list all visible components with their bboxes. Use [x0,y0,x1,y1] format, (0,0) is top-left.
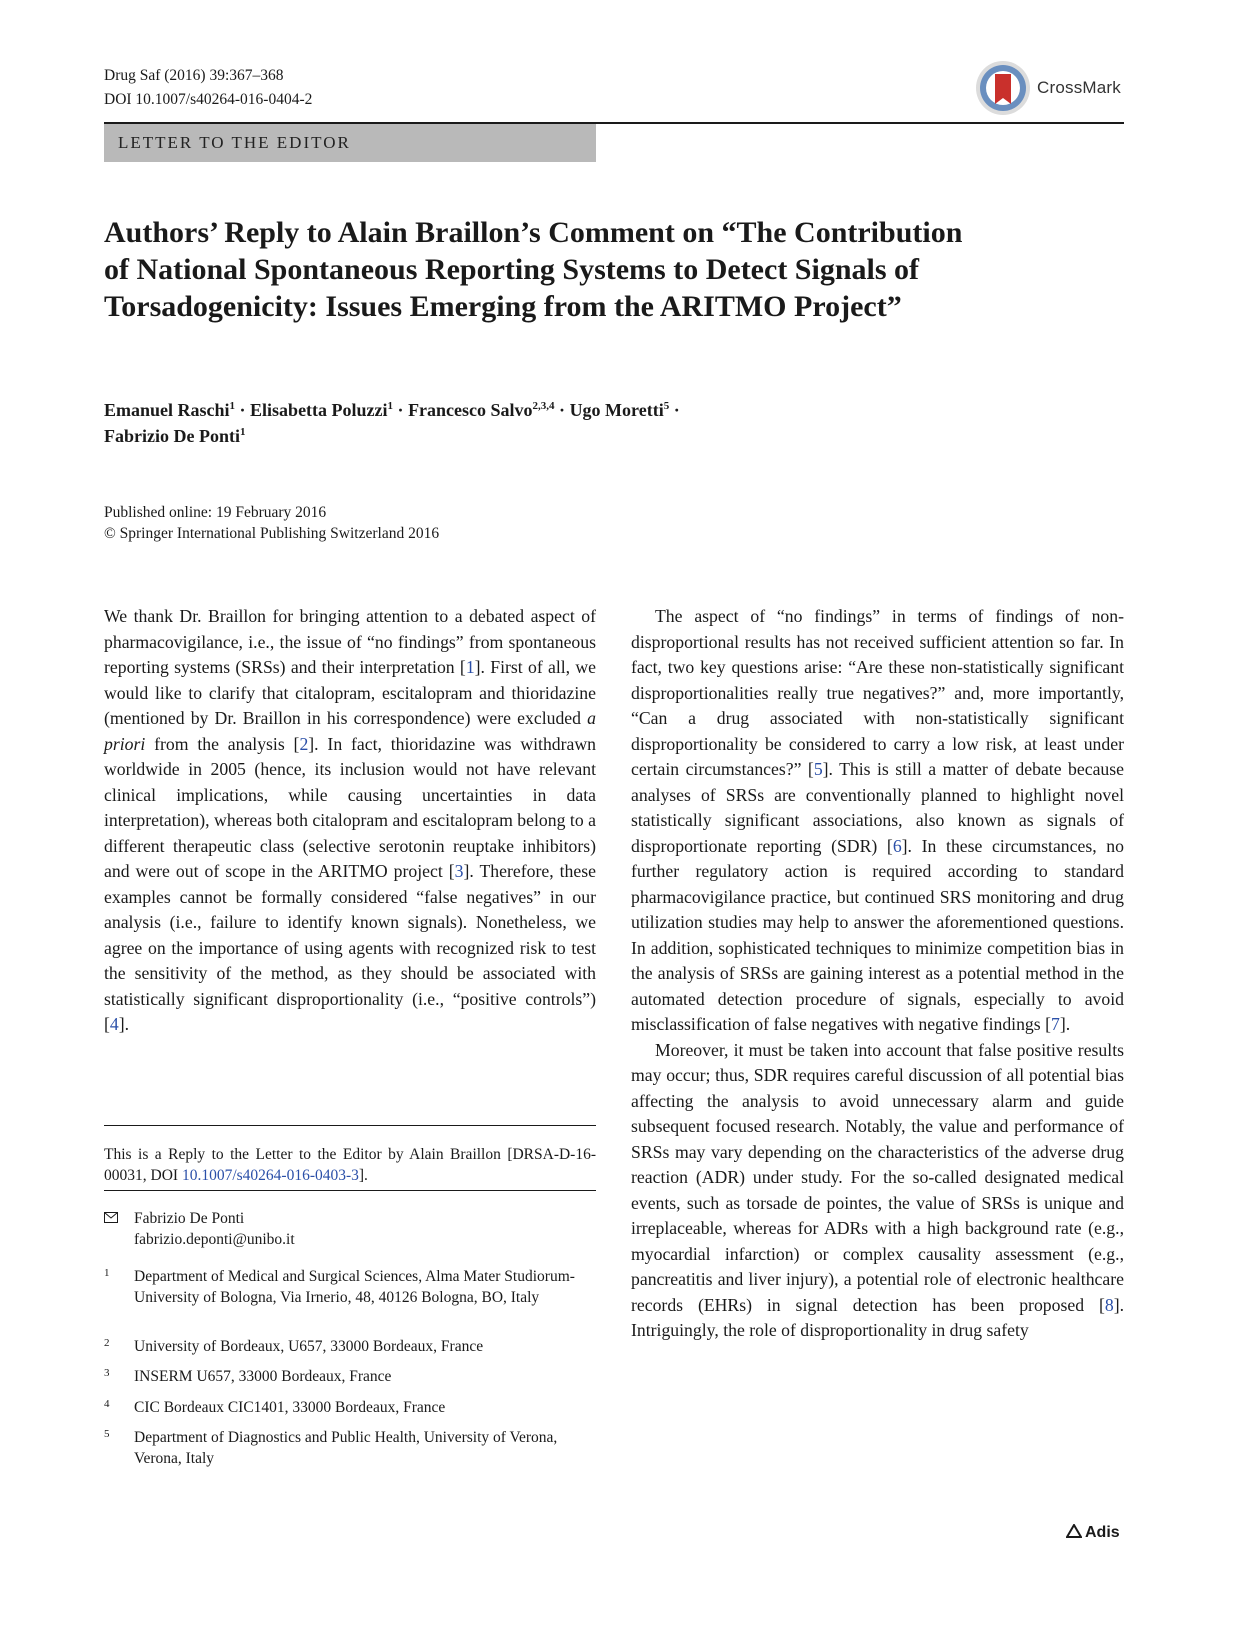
section-banner [104,124,596,162]
paragraph [104,604,596,1038]
italic-text: a priori [104,708,596,754]
body-left-column [104,604,596,1038]
author-affiliation-marker: 5 [663,400,670,412]
correspondence [104,1208,295,1250]
reference-link[interactable]: 5 [813,759,823,779]
affiliation-number: 3 [104,1367,110,1379]
author-list: Emanuel Raschi$^1$ · Elisabetta Poluzzi$^1$ · Francesco Salvo$^{2,3,4}$ · Ugo Moretti$^5$ · Fabrizio De Ponti$^1$ [104,400,680,446]
text-run: ]. This is still a matter of debate because analyses of SRSs are conventionally planned to highlight novel statistically significant associations, also known as signals of disproportionate reporting (SDR) [ [631,759,1124,856]
reference-link[interactable]: 3 [454,861,464,881]
author-name: Fabrizio De Ponti [104,426,240,446]
body-right-column [631,604,1124,1344]
crossmark-label: CrossMark [1037,78,1121,97]
affiliation-text: INSERM U657, 33000 Bordeaux, France [134,1368,392,1385]
author-affiliation-marker: 1 [229,400,236,412]
reference-link[interactable]: 4 [109,1014,119,1034]
affiliation-text: Department of Medical and Surgical Sciences, Alma Mater Studiorum-University of Bologna, Via Irnerio, 48, 40126 Bologna, BO, Italy [134,1268,575,1306]
author-affiliation-marker: 1 [239,426,246,438]
affiliation-number: 2 [104,1337,110,1349]
publisher-logo [1066,1524,1120,1542]
reference-link[interactable]: 7 [1050,1014,1060,1034]
article-title: Authors’ Reply to Alain Braillon’s Comment on “The Contribution of National Spontaneous Reporting Systems to Detect Signals of Torsadogenicity: Issues Emerging from the ARITMO Project” [104,216,963,323]
journal-doi: DOI 10.1007/s40264-016-0404-2 [104,91,313,108]
affiliation-text: CIC Bordeaux CIC1401, 33000 Bordeaux, France [134,1399,446,1416]
envelope-icon [104,1212,118,1223]
affiliation-item [104,1427,596,1469]
footnote-rule [104,1125,596,1126]
author-name: Ugo Moretti [569,400,664,420]
affiliation-item [104,1366,596,1387]
crossmark-icon [975,60,1031,116]
affiliation-item [104,1266,596,1308]
affiliation-number: 5 [104,1428,110,1440]
text-run: ]. Intriguingly, the role of disproportionality in drug safety [631,1294,1124,1340]
doi-link[interactable]: 10.1007/s40264-016-0403-3 [181,1167,359,1184]
publication-info [104,502,439,544]
paragraph [631,1038,1124,1344]
text-run: ]. Therefore, these examples cannot be formally considered “false negatives” in our analysis (i.e., failure to identify known signals). Nonetheless, we agree on the importance of using agents with recognized risk to test the sensitivity of the method, as they should be associated with statistically significant disproportionality (i.e., “positive controls”) [ [104,861,596,1034]
reference-link[interactable]: 2 [299,733,309,754]
affiliation-item [104,1397,596,1418]
footnote-rule [104,1190,596,1191]
author-affiliation-marker: 2,3,4 [532,400,555,412]
paragraph [631,604,1124,1038]
reference-link[interactable]: 6 [892,835,902,856]
author-affiliation-marker: 1 [387,400,394,412]
affiliation-item [104,1336,596,1357]
copyright-notice: © Springer International Publishing Switzerland 2016 [104,525,440,542]
published-date: Published online: 19 February 2016 [104,504,327,521]
author-name: Elisabetta Poluzzi [250,400,388,420]
journal-header [104,64,312,112]
reply-note [104,1144,596,1186]
text-run: We thank Dr. Braillon for bringing attention to a debated aspect of pharmacovigilance, i.e., the issue of “no findings” from spontaneous reporting systems (SRSs) and their interpretation [ [104,606,596,677]
reference-link[interactable]: 1 [465,657,475,677]
text-run: This is a Reply to the Letter to the Editor by Alain Braillon [DRSA-D-16-00031, DOI [104,1146,596,1184]
text-run: ]. First of all, we would like to clarify that citalopram, escitalopram and thioridazine (mentioned by Dr. Braillon in his correspondence) were excluded [104,657,596,728]
correspondence-name: Fabrizio De Ponti [134,1210,245,1227]
reference-link[interactable]: 8 [1104,1294,1114,1315]
text-run: ]. [358,1167,368,1184]
journal-citation: Drug Saf (2016) 39:367–368 [104,67,284,84]
affiliation-text: Department of Diagnostics and Public Health, University of Verona, Verona, Italy [134,1429,558,1467]
affiliation-text: University of Bordeaux, U657, 33000 Bordeaux, France [134,1338,484,1355]
text-run: from the analysis [ [145,733,300,754]
publisher-name: Adis [1085,1524,1120,1541]
text-run: ]. [118,1014,130,1034]
affiliation-number: 4 [104,1398,110,1410]
author-name: Francesco Salvo [408,400,533,420]
text-run: Moreover, it must be taken into account that false positive results may occur; thus, SDR requires careful discussion of all potential bias affecting the analysis to avoid unnecessary alarm and guide subsequent focused research. Notably, the value and performance of SRSs may vary depending on the characteristics of the adverse drug reaction (ADR) under study. For the so-called designated medical events, such as torsade de pointes, the value of SRSs is unique and irreplaceable, whereas for ADRs with a high background rate (e.g., myocardial infarction) or complex causality assessment (e.g., pancreatitis and liver injury), a potential role of electronic healthcare records (EHRs) in signal detection has been proposed [ [631,1039,1124,1315]
text-run: ]. [1059,1014,1071,1034]
crossmark-badge[interactable] [975,60,1125,118]
text-run: The aspect of “no findings” in terms of findings of non-disproportional results has not received sufficient attention so far. In fact, two key questions arise: “Are these non-statistically significant disproportionalities really true negatives?” and, more importantly, “Can a drug associated with non-statistically significant disproportionality be considered to carry a low risk, at least under certain circumstances?” [ [631,606,1124,779]
correspondence-email[interactable]: fabrizio.deponti@unibo.it [134,1231,295,1248]
adis-triangle-icon [1066,1524,1082,1538]
affiliation-number: 1 [104,1267,110,1279]
author-name: Emanuel Raschi [104,400,230,420]
section-label: LETTER TO THE EDITOR [118,133,351,152]
text-run: ]. In these circumstances, no further regulatory action is required according to standard pharmacovigilance practice, but continued SRS monitoring and drug utilization studies may help to answer the aforementioned questions. In addition, sophisticated techniques to minimize competition bias in the analysis of SRSs are gaining interest as a potential method in the automated detection procedure of signals, especially to avoid misclassification of false negatives with negative findings [ [631,835,1124,1034]
text-run: ]. In fact, thioridazine was withdrawn worldwide in 2005 (hence, its inclusion would not have relevant clinical implications, while causing uncertainties in data interpretation), whereas both citalopram and escitalopram belong to a different therapeutic class (selective serotonin reuptake inhibitors) and were out of scope in the ARITMO project [ [104,733,596,881]
